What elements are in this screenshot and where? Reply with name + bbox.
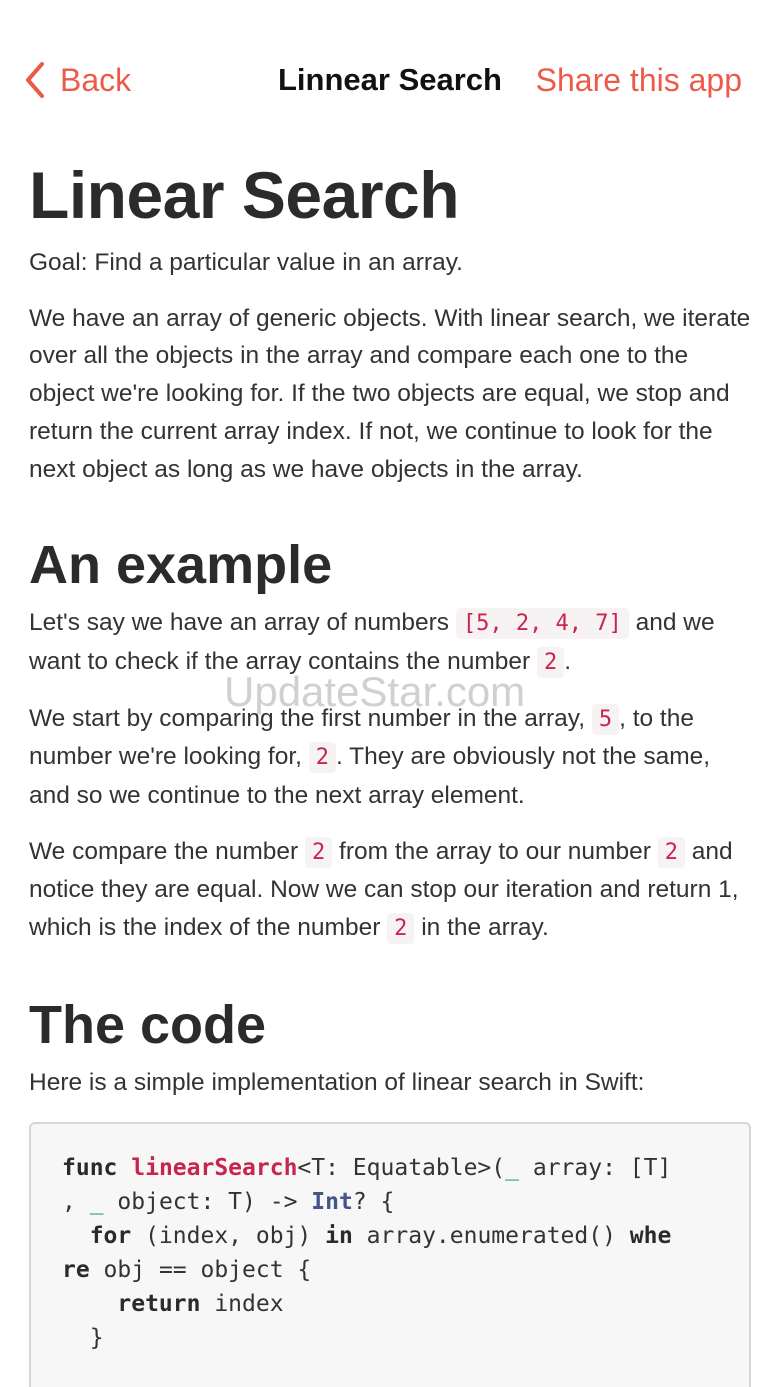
- text-run: . They are obviously not the same, and so we continue to the next array element.: [29, 743, 711, 810]
- share-app-button[interactable]: Share this app: [535, 62, 742, 98]
- text-run: .: [564, 647, 572, 675]
- code-text: (index, obj): [131, 1222, 326, 1249]
- code-text: obj == object {: [89, 1256, 312, 1283]
- text-run: Let's say we have an array of numbers: [29, 609, 456, 637]
- goal-text: Goal: Find a particular value in an array.: [29, 249, 463, 276]
- article-content: [29, 150, 751, 1387]
- watermark: UpdateStar.com: [224, 668, 526, 715]
- chevron-left-icon: [24, 61, 46, 99]
- code-text: object: T) ->: [103, 1188, 312, 1215]
- code-intro: Here is a simple implementation of linear search in Swift:: [29, 1068, 645, 1096]
- code-text: array.enumerated(): [352, 1222, 630, 1249]
- back-label: Back: [60, 61, 132, 98]
- example-heading: An example: [29, 535, 333, 596]
- code-block: [29, 1122, 751, 1387]
- code-indent: [62, 1223, 90, 1249]
- nav-title: Linnear Search: [278, 62, 502, 97]
- code-keyword: whe: [629, 1222, 672, 1249]
- text-run: and notice they are equal. Now we can stop our iteration and return 1, which is the index of the number: [29, 837, 739, 942]
- code-function-name: linearSearch: [131, 1154, 298, 1181]
- page-title: Linear Search: [29, 158, 460, 232]
- code-text: <T: Equatable>(: [297, 1154, 506, 1181]
- text-run: from the array to our number: [332, 837, 658, 865]
- code-indent: [62, 1291, 117, 1317]
- code-keyword: func: [62, 1154, 118, 1181]
- inline-code: 5: [592, 704, 619, 735]
- code-text: }: [62, 1324, 104, 1351]
- code-text: ? {: [352, 1188, 395, 1215]
- code-text: ,: [62, 1188, 90, 1215]
- code-text: array: [T]: [519, 1154, 672, 1181]
- inline-code: 2: [387, 913, 414, 944]
- text-run: We start by comparing the first number in the array,: [29, 704, 592, 732]
- text-run: in the array.: [414, 914, 549, 942]
- inline-code: 2: [658, 837, 685, 868]
- code-keyword: return: [117, 1290, 201, 1317]
- inline-code: 2: [309, 742, 336, 773]
- code-keyword: re: [62, 1256, 90, 1283]
- navigation-bar: [0, 0, 780, 130]
- example-paragraph-1: [29, 604, 751, 681]
- code-keyword: in: [325, 1222, 353, 1249]
- code-underscore: _: [505, 1154, 519, 1181]
- code-keyword: for: [89, 1222, 132, 1249]
- code-type: Int: [311, 1188, 353, 1215]
- back-button[interactable]: [24, 58, 131, 102]
- code-underscore: _: [89, 1188, 104, 1215]
- code-listing: [62, 1151, 718, 1355]
- code-heading: The code: [29, 994, 267, 1055]
- text-run: , to the number we're looking for,: [29, 704, 694, 771]
- code-text: index: [200, 1290, 284, 1317]
- inline-code: 2: [305, 837, 332, 868]
- example-paragraph-2: [29, 700, 751, 815]
- example-paragraph-3: [29, 833, 751, 948]
- inline-code: [5, 2, 4, 7]: [456, 608, 629, 639]
- text-run: We compare the number: [29, 837, 305, 865]
- intro-paragraph: We have an array of generic objects. With linear search, we iterate over all the objects in the array and compare each one to the object we're looking for. If the two objects are equal, we stop and return the current array index. If not, we continue to look for the next object as long as we have objects in the array.: [29, 304, 751, 483]
- text-run: and we want to check if the array contains the number: [29, 609, 715, 675]
- inline-code: 2: [537, 647, 564, 678]
